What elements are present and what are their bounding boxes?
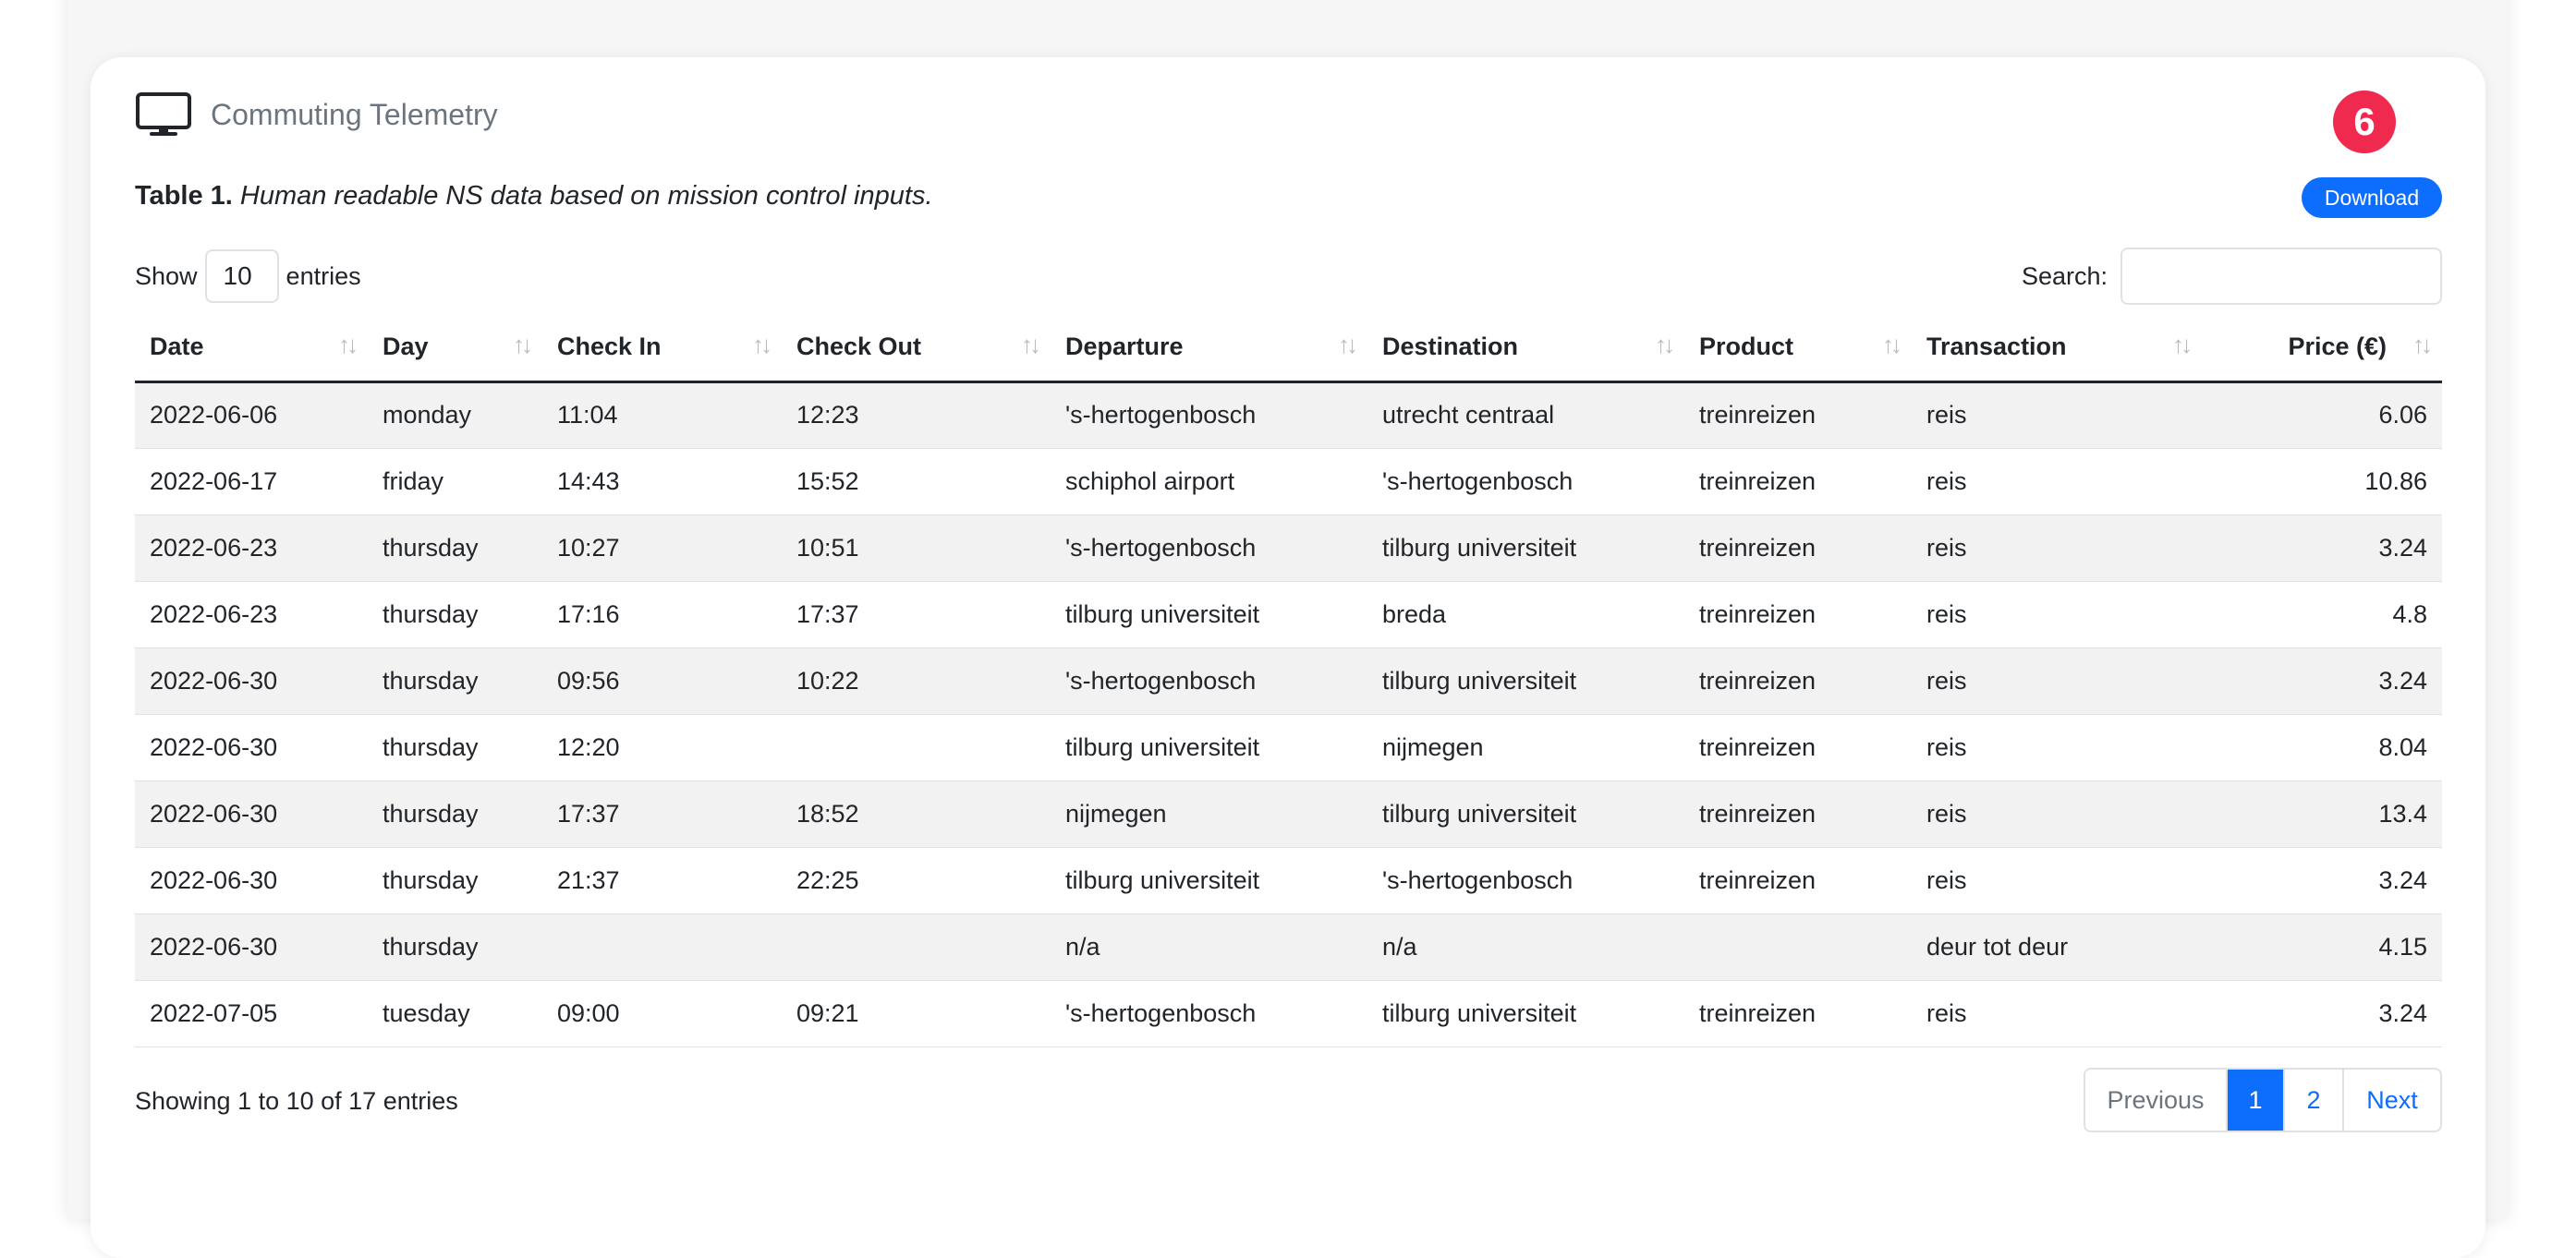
download-button[interactable]: Download bbox=[2302, 177, 2442, 218]
table-cell: 's-hertogenbosch bbox=[1051, 647, 1367, 714]
table-cell bbox=[782, 714, 1051, 780]
table-cell: reis bbox=[1912, 714, 2202, 780]
table-cell: 22:25 bbox=[782, 847, 1051, 913]
table-cell: thursday bbox=[368, 514, 542, 581]
column-header-label: Date bbox=[150, 333, 204, 361]
sort-arrows-icon[interactable]: ↑↓ bbox=[1655, 331, 1671, 358]
previous-page-button[interactable]: Previous bbox=[2107, 1085, 2205, 1114]
table-cell: 12:20 bbox=[542, 714, 782, 780]
table-cell: treinreizen bbox=[1684, 780, 1912, 847]
length-suffix: entries bbox=[286, 261, 361, 290]
column-header[interactable] bbox=[1367, 314, 1684, 381]
column-header[interactable] bbox=[2202, 314, 2442, 381]
table-cell: 3.24 bbox=[2202, 847, 2442, 913]
table-header-row bbox=[135, 314, 2442, 381]
table-row bbox=[135, 581, 2442, 647]
sort-arrows-icon[interactable]: ↑↓ bbox=[1882, 331, 1899, 358]
entries-select[interactable]: 10 bbox=[205, 249, 279, 303]
table-cell: tilburg universiteit bbox=[1051, 581, 1367, 647]
table-cell: 's-hertogenbosch bbox=[1367, 847, 1684, 913]
search-input[interactable] bbox=[2120, 248, 2442, 305]
table-cell: reis bbox=[1912, 780, 2202, 847]
table-cell: tilburg universiteit bbox=[1051, 847, 1367, 913]
table-cell: nijmegen bbox=[1367, 714, 1684, 780]
table-cell: 15:52 bbox=[782, 448, 1051, 514]
column-header[interactable] bbox=[782, 314, 1051, 381]
table-cell: 11:04 bbox=[542, 381, 782, 448]
table-cell: tilburg universiteit bbox=[1367, 514, 1684, 581]
table-row bbox=[135, 913, 2442, 980]
table-cell: schiphol airport bbox=[1051, 448, 1367, 514]
table-cell bbox=[1684, 913, 1912, 980]
table-cell: 's-hertogenbosch bbox=[1367, 448, 1684, 514]
table-row bbox=[135, 647, 2442, 714]
table-cell: 12:23 bbox=[782, 381, 1051, 448]
monitor-icon bbox=[135, 91, 192, 138]
table-cell: 21:37 bbox=[542, 847, 782, 913]
column-header[interactable] bbox=[1684, 314, 1912, 381]
table-cell: 3.24 bbox=[2202, 980, 2442, 1046]
table-row bbox=[135, 514, 2442, 581]
table-cell: 2022-06-30 bbox=[135, 847, 368, 913]
search-control bbox=[2022, 248, 2442, 305]
table-cell: 09:00 bbox=[542, 980, 782, 1046]
table-cell: treinreizen bbox=[1684, 980, 1912, 1046]
table-cell: 10:51 bbox=[782, 514, 1051, 581]
column-header[interactable] bbox=[135, 314, 368, 381]
column-header-label: Check Out bbox=[796, 333, 922, 361]
table-row bbox=[135, 780, 2442, 847]
table-info: Showing 1 to 10 of 17 entries bbox=[135, 1087, 458, 1115]
table-cell: reis bbox=[1912, 980, 2202, 1046]
table-cell: treinreizen bbox=[1684, 381, 1912, 448]
table-cell: 17:37 bbox=[782, 581, 1051, 647]
page-2-button[interactable]: 2 bbox=[2283, 1070, 2342, 1131]
table-cell: utrecht centraal bbox=[1367, 381, 1684, 448]
table-cell: 2022-06-30 bbox=[135, 913, 368, 980]
table-cell: breda bbox=[1367, 581, 1684, 647]
column-header-label: Product bbox=[1699, 333, 1794, 361]
table-cell: reis bbox=[1912, 381, 2202, 448]
table-cell: reis bbox=[1912, 448, 2202, 514]
table-cell: 10.86 bbox=[2202, 448, 2442, 514]
sort-arrows-icon[interactable]: ↑↓ bbox=[2412, 331, 2429, 358]
table-cell: 18:52 bbox=[782, 780, 1051, 847]
table-cell: 13.4 bbox=[2202, 780, 2442, 847]
table-cell: reis bbox=[1912, 514, 2202, 581]
length-prefix: Show bbox=[135, 261, 198, 290]
table-cell: thursday bbox=[368, 780, 542, 847]
table-cell: tilburg universiteit bbox=[1367, 980, 1684, 1046]
table-cell: 10:27 bbox=[542, 514, 782, 581]
sort-arrows-icon[interactable]: ↑↓ bbox=[1338, 331, 1355, 358]
next-page-button[interactable]: Next bbox=[2342, 1070, 2440, 1131]
table-cell: 2022-06-06 bbox=[135, 381, 368, 448]
table-cell: thursday bbox=[368, 913, 542, 980]
table-cell: thursday bbox=[368, 714, 542, 780]
sort-arrows-icon[interactable]: ↑↓ bbox=[752, 331, 769, 358]
table-cell: treinreizen bbox=[1684, 847, 1912, 913]
table-cell: friday bbox=[368, 448, 542, 514]
table-cell bbox=[542, 913, 782, 980]
column-header[interactable] bbox=[368, 314, 542, 381]
column-header-label: Price (€) bbox=[2288, 333, 2387, 361]
sort-arrows-icon[interactable]: ↑↓ bbox=[513, 331, 529, 358]
table-row bbox=[135, 448, 2442, 514]
telemetry-table bbox=[135, 314, 2442, 1047]
table-row bbox=[135, 381, 2442, 448]
table-caption bbox=[135, 181, 933, 212]
caption-text: Human readable NS data based on mission control inputs. bbox=[239, 181, 933, 211]
table-cell: 2022-06-23 bbox=[135, 581, 368, 647]
card-header bbox=[135, 91, 498, 139]
table-row bbox=[135, 714, 2442, 780]
table-cell: thursday bbox=[368, 581, 542, 647]
column-header[interactable] bbox=[1051, 314, 1367, 381]
column-header[interactable] bbox=[542, 314, 782, 381]
table-cell: 3.24 bbox=[2202, 514, 2442, 581]
column-header-label: Day bbox=[383, 333, 429, 361]
table-cell: 17:16 bbox=[542, 581, 782, 647]
table-cell: 's-hertogenbosch bbox=[1051, 514, 1367, 581]
table-cell: 6.06 bbox=[2202, 381, 2442, 448]
sort-arrows-icon[interactable]: ↑↓ bbox=[2172, 331, 2189, 358]
table-cell: deur tot deur bbox=[1912, 913, 2202, 980]
table-cell: 4.15 bbox=[2202, 913, 2442, 980]
table-cell: reis bbox=[1912, 847, 2202, 913]
table-cell: 2022-06-23 bbox=[135, 514, 368, 581]
table-cell: 14:43 bbox=[542, 448, 782, 514]
column-header-label: Departure bbox=[1065, 333, 1184, 361]
pagination bbox=[2084, 1068, 2442, 1132]
table-cell: treinreizen bbox=[1684, 647, 1912, 714]
table-cell: reis bbox=[1912, 581, 2202, 647]
column-header[interactable] bbox=[1912, 314, 2202, 381]
table-cell: 2022-06-17 bbox=[135, 448, 368, 514]
table-cell: 4.8 bbox=[2202, 581, 2442, 647]
table-cell: tuesday bbox=[368, 980, 542, 1046]
table-row bbox=[135, 980, 2442, 1046]
sort-arrows-icon[interactable]: ↑↓ bbox=[338, 331, 355, 358]
table-cell: reis bbox=[1912, 647, 2202, 714]
table-cell bbox=[782, 913, 1051, 980]
table-cell: 2022-06-30 bbox=[135, 780, 368, 847]
table-cell: 17:37 bbox=[542, 780, 782, 847]
table-cell: treinreizen bbox=[1684, 581, 1912, 647]
sort-arrows-icon[interactable]: ↑↓ bbox=[1021, 331, 1038, 358]
table-cell: nijmegen bbox=[1051, 780, 1367, 847]
column-header-label: Transaction bbox=[1926, 333, 2067, 361]
table-cell: 09:56 bbox=[542, 647, 782, 714]
step-badge: 6 bbox=[2333, 91, 2396, 153]
column-header-label: Destination bbox=[1382, 333, 1519, 361]
table-cell: 09:21 bbox=[782, 980, 1051, 1046]
entries-length-control bbox=[135, 248, 361, 305]
table-cell: 2022-06-30 bbox=[135, 714, 368, 780]
table-cell: n/a bbox=[1367, 913, 1684, 980]
table-cell: 's-hertogenbosch bbox=[1051, 381, 1367, 448]
card-title: Commuting Telemetry bbox=[211, 97, 498, 131]
page-1-button[interactable]: 1 bbox=[2226, 1070, 2283, 1131]
table-cell: 2022-06-30 bbox=[135, 647, 368, 714]
table-cell: tilburg universiteit bbox=[1367, 780, 1684, 847]
table-cell: treinreizen bbox=[1684, 514, 1912, 581]
table-cell: tilburg universiteit bbox=[1051, 714, 1367, 780]
table-cell: 10:22 bbox=[782, 647, 1051, 714]
table-cell: 3.24 bbox=[2202, 647, 2442, 714]
table-cell: thursday bbox=[368, 647, 542, 714]
column-header-label: Check In bbox=[557, 333, 662, 361]
table-cell: tilburg universiteit bbox=[1367, 647, 1684, 714]
table-cell: treinreizen bbox=[1684, 714, 1912, 780]
table-cell: treinreizen bbox=[1684, 448, 1912, 514]
table-cell: n/a bbox=[1051, 913, 1367, 980]
table-cell: 's-hertogenbosch bbox=[1051, 980, 1367, 1046]
table-cell: thursday bbox=[368, 847, 542, 913]
caption-label: Table 1. bbox=[135, 181, 233, 211]
search-label: Search: bbox=[2021, 261, 2108, 290]
table-body bbox=[135, 381, 2442, 1046]
table-cell: 2022-07-05 bbox=[135, 980, 368, 1046]
table-cell: 8.04 bbox=[2202, 714, 2442, 780]
table-row bbox=[135, 847, 2442, 913]
table-cell: monday bbox=[368, 381, 542, 448]
